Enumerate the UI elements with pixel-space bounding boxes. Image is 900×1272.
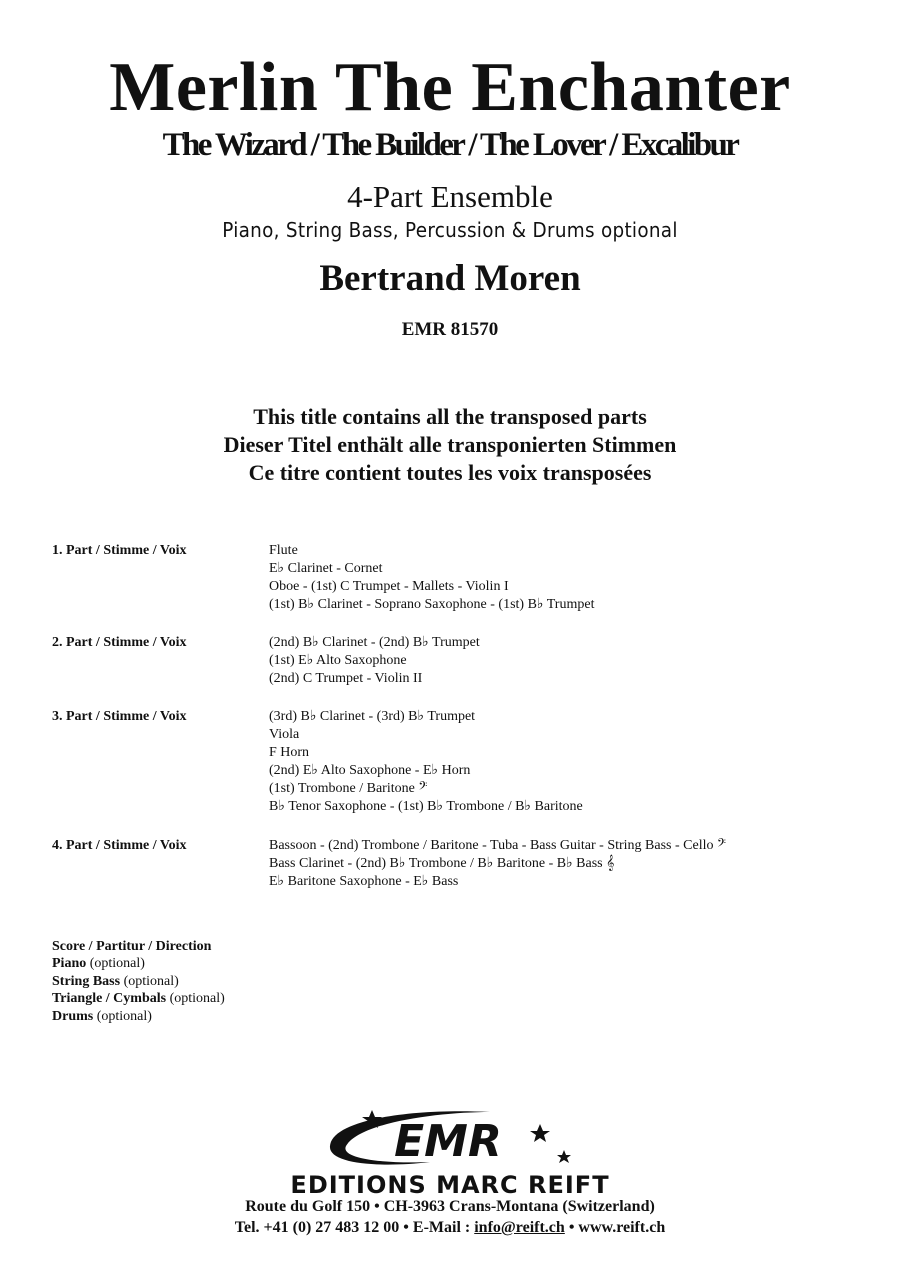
instrument-line: (2nd) B♭ Clarinet - (2nd) B♭ Trumpet — [269, 635, 480, 650]
extra-item-note: (optional) — [89, 956, 145, 972]
part-label: 1. Part / Stimme / Voix — [52, 543, 187, 558]
extra-item-note: (optional) — [123, 973, 179, 989]
ensemble-type: 4-Part Ensemble — [347, 179, 553, 214]
part-instrument-list — [269, 837, 726, 891]
part-instrument-list — [269, 634, 480, 688]
extra-item-name: Score / Partitur / Direction — [52, 939, 212, 954]
extra-item-note: (optional) — [169, 991, 225, 1007]
instrument-line: (1st) B♭ Clarinet - Soprano Saxophone - (1st) B♭ Trumpet — [269, 597, 595, 612]
instrument-line: Oboe - (1st) C Trumpet - Mallets - Violin I — [269, 579, 509, 594]
publisher-contact — [0, 1218, 900, 1238]
publisher-name: EDITIONS MARC REIFT — [290, 1171, 610, 1199]
instrument-line: (2nd) E♭ Alto Saxophone - E♭ Horn — [269, 763, 471, 778]
extra-item-name: String Bass — [52, 973, 121, 989]
instrument-line: (2nd) C Trumpet - Violin II — [269, 671, 423, 686]
instrumentation: Piano, String Bass, Percussion & Drums optional — [222, 218, 678, 242]
extra-item-name: Piano — [52, 956, 87, 972]
part-label: 4. Part / Stimme / Voix — [52, 838, 187, 853]
extra-item — [52, 1008, 225, 1025]
instrument-line: (3rd) B♭ Clarinet - (3rd) B♭ Trumpet — [269, 709, 476, 724]
extra-item-name: Triangle / Cymbals — [52, 991, 167, 1007]
instrument-line: E♭ Baritone Saxophone - E♭ Bass — [269, 874, 459, 889]
website-text[interactable]: • www.reift.ch — [564, 1219, 666, 1236]
instrument-line: (1st) Trombone / Baritone 𝄢 — [269, 781, 428, 796]
subtitle: The Wizard / The Builder / The Lover / Excalibur — [162, 127, 738, 163]
logo-text: EMR — [394, 1116, 502, 1167]
instrument-line: Bass Clarinet - (2nd) B♭ Trombone / B♭ Baritone - B♭ Bass 𝄞 — [269, 856, 615, 871]
part-label: 3. Part / Stimme / Voix — [52, 709, 187, 724]
extra-item-note: (optional) — [96, 1008, 152, 1024]
notice-german: Dieser Titel enthält alle transponierten Stimmen — [223, 432, 677, 457]
instrument-line: (1st) E♭ Alto Saxophone — [269, 653, 407, 668]
phone-text: Tel. +41 (0) 27 483 12 00 • E-Mail : — [234, 1219, 475, 1236]
instrument-line: Flute — [269, 543, 298, 558]
instrument-line: F Horn — [269, 745, 310, 760]
extra-item — [52, 973, 225, 990]
publisher-address: Route du Golf 150 • CH-3963 Crans-Montana (Switzerland) — [245, 1198, 655, 1215]
extra-item — [52, 990, 225, 1007]
email-link[interactable]: info@reift.ch — [474, 1219, 565, 1236]
notice-french: Ce titre contient toutes les voix transposées — [248, 460, 652, 485]
notice-english: This title contains all the transposed parts — [253, 404, 647, 429]
catalog-number: EMR 81570 — [401, 319, 499, 340]
extra-item — [52, 955, 225, 972]
part-label: 2. Part / Stimme / Voix — [52, 635, 187, 650]
additional-parts-list — [52, 938, 225, 1025]
composer: Bertrand Moren — [319, 258, 581, 299]
extra-item — [52, 938, 225, 955]
part-instrument-list — [269, 542, 594, 614]
extra-item-name: Drums — [52, 1008, 94, 1024]
publisher-logo — [0, 1106, 900, 1170]
instrument-line: Viola — [269, 727, 300, 742]
title: Merlin The Enchanter — [109, 49, 791, 126]
instrument-line: E♭ Clarinet - Cornet — [269, 561, 383, 576]
instrument-line: Bassoon - (2nd) Trombone / Baritone - Tuba - Bass Guitar - String Bass - Cello 𝄢 — [269, 838, 726, 853]
emr-logo-icon — [320, 1106, 580, 1170]
instrument-line: B♭ Tenor Saxophone - (1st) B♭ Trombone / B♭ Baritone — [269, 799, 583, 814]
part-instrument-list — [269, 708, 583, 816]
